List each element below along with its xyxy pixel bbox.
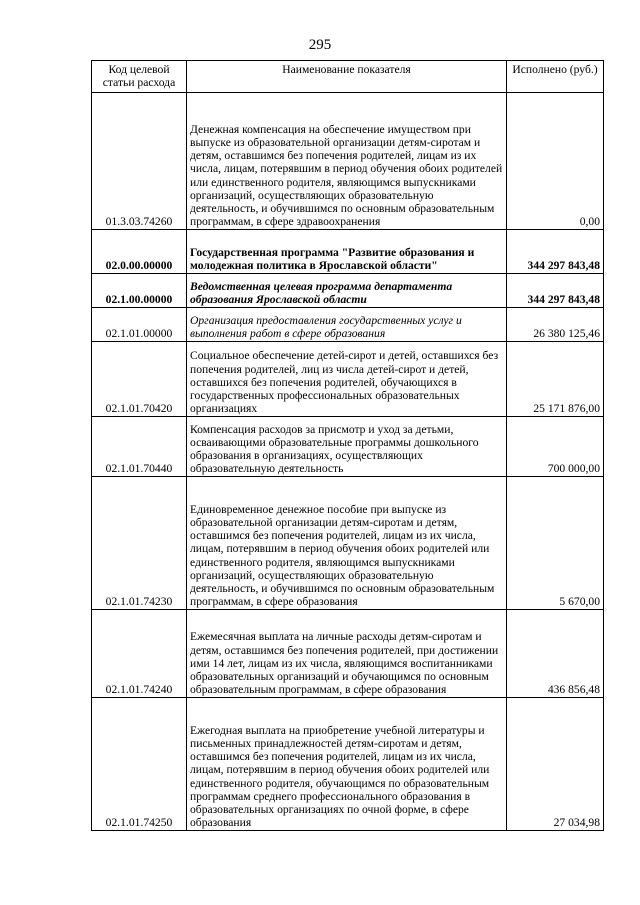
row-name: Ведомственная целевая программа департамента образования Ярославской области (187, 274, 507, 308)
row-amount: 344 297 843,48 (507, 274, 604, 308)
row-name: Денежная компенсация на обеспечение имуществом при выпуске из образовательной организации детям-сиротам и детям, оставшимся без попечения родителей, лицам из их числа, лицам, потерявшим в период обучения обоих родителей или единственного родителя, являющимся выпускниками организаций, осуществляющих образовательную деятельность, и обучившимся по основным образовательным программам, в сфере здравоохранения (187, 93, 507, 230)
row-code: 02.1.01.00000 (92, 308, 187, 342)
table-row (92, 230, 604, 274)
row-name: Государственная программа "Развитие образования и молодежная политика в Ярославской области" (187, 230, 507, 274)
row-amount: 26 380 125,46 (507, 308, 604, 342)
row-name: Ежемесячная выплата на личные расходы детям-сиротам и детям, оставшимся без попечения родителей, при достижении ими 14 лет, лицам из их числа, являющимся воспитанниками образовательных организаций и обучающимся по основным образовательным программам, в сфере образования (187, 610, 507, 698)
table-row (92, 274, 604, 308)
row-code: 02.0.00.00000 (92, 230, 187, 274)
row-amount: 436 856,48 (507, 610, 604, 698)
table-row (92, 698, 604, 831)
row-code: 02.1.01.70420 (92, 342, 187, 417)
page-number: 295 (308, 37, 332, 53)
row-code: 02.1.01.74240 (92, 610, 187, 698)
row-amount: 700 000,00 (507, 417, 604, 477)
table-header-row (92, 61, 604, 93)
header-amount: Исполнено (руб.) (507, 61, 604, 93)
table-row (92, 342, 604, 417)
table-row (92, 93, 604, 230)
table-row (92, 417, 604, 477)
row-code: 01.3.03.74260 (92, 93, 187, 230)
row-amount: 25 171 876,00 (507, 342, 604, 417)
row-name: Ежегодная выплата на приобретение учебной литературы и письменных принадлежностей детям-сиротам и детям, оставшимся без попечения родителей, лицам из их числа, лицам, потерявшим в период обучения обоих родителей или единственного родителя, обучающимся по образовательным программам среднего профессионального образования в образовательных организациях по очной форме, в сфере образования (187, 698, 507, 831)
table-row (92, 477, 604, 610)
header-name: Наименование показателя (187, 61, 507, 93)
table-row (92, 610, 604, 698)
row-name: Компенсация расходов за присмотр и уход за детьми, осваивающими образовательные программы дошкольного образования в организациях, осуществляющих образовательную деятельность (187, 417, 507, 477)
row-name: Социальное обеспечение детей-сирот и детей, оставшихся без попечения родителей, лиц из числа детей-сирот и детей, оставшихся без попечения родителей, обучающихся в государственных профессиональных образовательных организациях (187, 342, 507, 417)
row-code: 02.1.00.00000 (92, 274, 187, 308)
row-code: 02.1.01.74250 (92, 698, 187, 831)
row-amount: 0,00 (507, 93, 604, 230)
table-row (92, 308, 604, 342)
row-amount: 27 034,98 (507, 698, 604, 831)
expenditure-table (91, 60, 604, 831)
row-code: 02.1.01.74230 (92, 477, 187, 610)
header-code: Код целевой статьи расхода (92, 61, 187, 93)
row-name: Организация предоставления государственных услуг и выполнения работ в сфере образования (187, 308, 507, 342)
row-amount: 344 297 843,48 (507, 230, 604, 274)
row-code: 02.1.01.70440 (92, 417, 187, 477)
row-name: Единовременное денежное пособие при выпуске из образовательной организации детям-сиротам и детям, оставшимся без попечения родителей, лицам из их числа, лицам, потерявшим в период обучения обоих родителей или единственного родителя, являющимся выпускниками организаций, осуществляющих образовательную деятельность, и обучившимся по основным образовательным программам, в сфере образования (187, 477, 507, 610)
row-amount: 5 670,00 (507, 477, 604, 610)
